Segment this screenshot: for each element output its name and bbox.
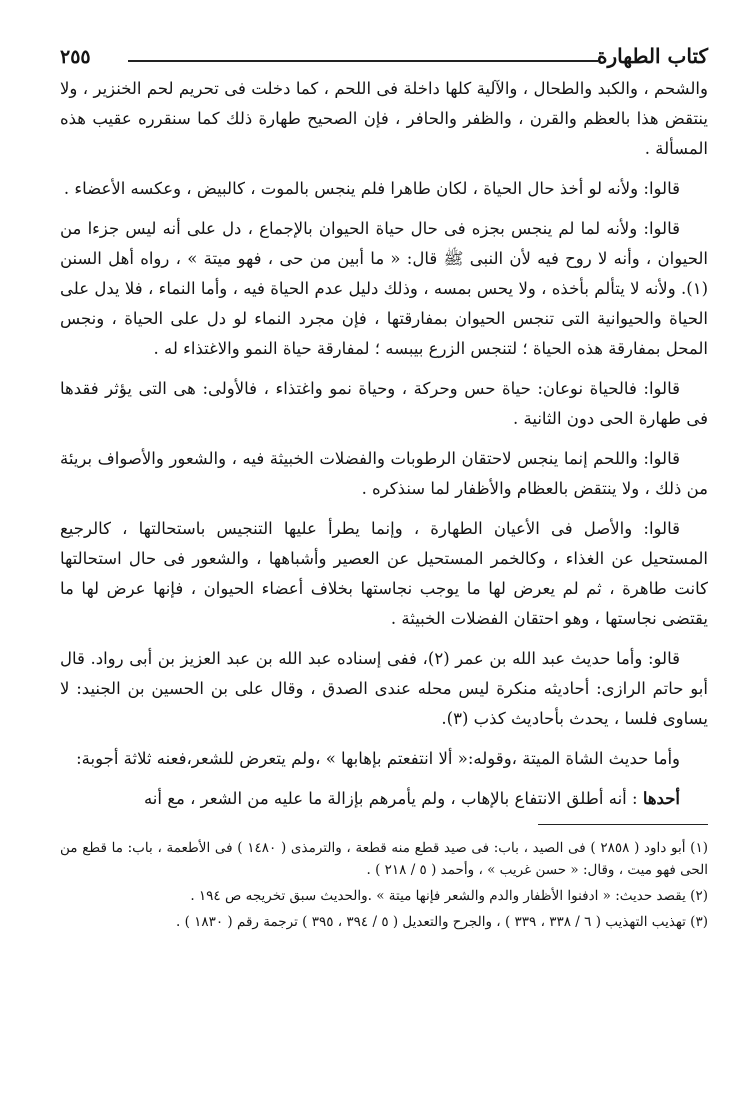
paragraph-9-text: : أنه أطلق الانتفاع بالإهاب ، ولم يأمرهم بإزالة ما عليه من الشعر ، مع أنه bbox=[143, 789, 643, 808]
footnotes bbox=[60, 837, 708, 933]
footnote-1: (١) أبو داود ( ٢٨٥٨ ) فى الصيد ، باب: فى صيد قطع منه قطعة ، والترمذى ( ١٤٨٠ ) فى الأطعمة ، باب: ما قطع من الحى فهو ميت ، وقال: « حسن غريب » ، وأحمد ( ٥ / ٢١٨ ) . bbox=[60, 840, 708, 878]
paragraph-5: قالوا: واللحم إنما ينجس لاحتقان الرطوبات والفضلات الخبيثة فيه ، والشعور والأصواف بريئة من ذلك ، ولا ينتقض بالعظام والأظفار لما سنذكره . bbox=[60, 449, 708, 498]
body-text bbox=[60, 74, 708, 814]
book-page bbox=[60, 40, 708, 937]
footnotes-rule bbox=[538, 824, 708, 825]
paragraph-6: قالوا: والأصل فى الأعيان الطهارة ، وإنما يطرأ عليها التنجيس باستحالتها ، كالرجيع المستحيل عن الغذاء ، وكالخمر المستحيل عن العصير وأشباهها ، والشعور فى حال استحالتها كانت طاهرة ، ثم لم يعرض لها ما يوجب نجاستها بخلاف أعضاء الحيوان ، فإنها عرض لها ما يقتضى نجاستها ، وهو احتقان الفضلات الخبيثة . bbox=[60, 519, 708, 628]
paragraph-7: قالو: وأما حديث عبد الله بن عمر (٢)، ففى إسناده عبد الله بن عبد العزيز بن أبى رواد. قال أبو حاتم الرازى: أحاديثه منكرة ليس محله عندى الصدق ، وقال على بن الحسين بن الجنيد: لا يساوى فلسا ، يحدث بأحاديث كذب (٣). bbox=[60, 649, 708, 728]
paragraph-4: قالوا: فالحياة نوعان: حياة حس وحركة ، وحياة نمو واغتذاء ، فالأولى: هى التى يؤثر فقدها فى طهارة الحى دون الثانية . bbox=[60, 379, 708, 428]
paragraph-8: وأما حديث الشاة الميتة ،وقوله:« ألا انتفعتم بإهابها » ،ولم يتعرض للشعر،فعنه ثلاثة أجوبة: bbox=[76, 749, 680, 768]
header-rule bbox=[128, 60, 598, 62]
paragraph-3: قالوا: ولأنه لما لم ينجس بجزه فى حال حياة الحيوان بالإجماع ، دل على أنه ليس جزءا من الحيوان ، وأنه لا روح فيه لأن النبى ﷺ قال: « ما أبين من حى ، فهو ميتة » ، رواه أهل السنن (١). ولأنه لا يتألم بأخذه ، ولا يحس بمسه ، وذلك دليل عدم الحياة فيه ، وأما النماء ، فلا يدل على الحياة والحيوانية التى تنجس الحيوان بمفارقتها ، فإن مجرد النماء لو دل على الحياة ، ونجس المحل بمفارقة هذه الحياة ؛ لتنجس الزرع بيبسه ؛ لمفارقة حياة النمو والاغتذاء له . bbox=[60, 219, 708, 358]
paragraph-1: والشحم ، والكبد والطحال ، والآلية كلها داخلة فى اللحم ، كما دخلت فى تحريم لحم الخنزير ، ولا ينتقض هذا بالعظم والقرن ، والظفر والحافر ، فإن الصحيح طهارة ذلك كما سنقرره عقيب هذه المسألة . bbox=[60, 79, 708, 158]
page-header bbox=[60, 40, 708, 74]
footnote-2: (٢) يقصد حديث: « ادفنوا الأظفار والدم والشعر فإنها ميتة » .والحديث سبق تخريجه ص ١٩٤ . bbox=[190, 888, 708, 904]
footnote-3: (٣) تهذيب التهذيب ( ٦ / ٣٣٨ ، ٣٣٩ ) ، والجرح والتعديل ( ٥ / ٣٩٤ ، ٣٩٥ ) ترجمة رقم ( ١٨٣٠ ) . bbox=[175, 914, 708, 930]
running-title: كتاب الطهارة bbox=[597, 44, 708, 68]
paragraph-2: قالوا: ولأنه لو أخذ حال الحياة ، لكان طاهرا فلم ينجس بالموت ، كالبيض ، وعكسه الأعضاء . bbox=[63, 179, 680, 198]
paragraph-9 bbox=[60, 784, 708, 814]
lead-word: أحدها bbox=[642, 789, 680, 808]
page-number: ٢٥٥ bbox=[60, 46, 91, 68]
